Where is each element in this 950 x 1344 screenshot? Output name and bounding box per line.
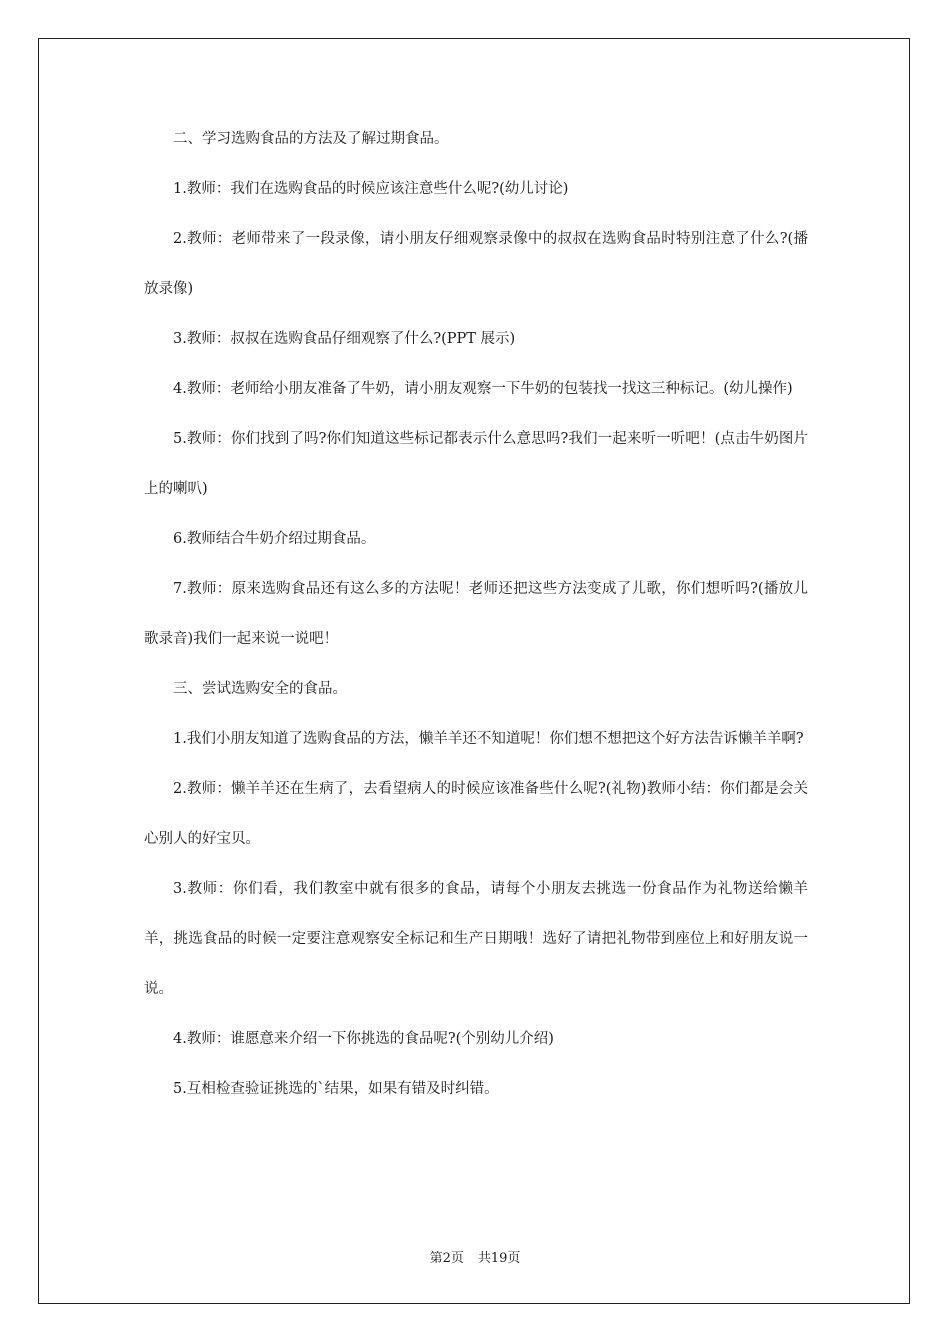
paragraph: 6.教师结合牛奶介绍过期食品。 xyxy=(173,531,376,547)
paragraph: 4.教师：谁愿意来介绍一下你挑选的食品呢?(个别幼儿介绍) xyxy=(173,1031,554,1047)
paragraph: 3.教师：叔叔在选购食品仔细观察了什么?(PPT 展示) xyxy=(173,331,516,347)
paragraph-section-three-heading: 三、尝试选购安全的食品。 xyxy=(173,681,347,697)
page-total: 共19页 xyxy=(477,1251,521,1266)
page-footer xyxy=(0,1247,950,1266)
paragraph: 5.教师：你们找到了吗?你们知道这些标记都表示什么意思吗?我们一起来听一听吧！(点击牛奶图片上的喇叭) xyxy=(144,431,808,497)
paragraph: 5.互相检查验证挑选的`结果，如果有错及时纠错。 xyxy=(173,1081,499,1097)
paragraph: 1.教师：我们在选购食品的时候应该注意些什么呢?(幼儿讨论) xyxy=(173,181,569,197)
paragraph: 7.教师：原来选购食品还有这么多的方法呢！老师还把这些方法变成了儿歌，你们想听吗?(播放儿歌录音)我们一起来说一说吧！ xyxy=(144,581,808,647)
paragraph: 4.教师：老师给小朋友准备了牛奶，请小朋友观察一下牛奶的包装找一找这三种标记。(幼儿操作) xyxy=(173,381,793,397)
paragraph-section-two-heading: 二、学习选购食品的方法及了解过期食品。 xyxy=(173,131,449,147)
paragraph: 3.教师：你们看，我们教室中就有很多的食品，请每个小朋友去挑选一份食品作为礼物送给懒羊羊，挑选食品的时候一定要注意观察安全标记和生产日期哦！选好了请把礼物带到座位上和好朋友说一说。 xyxy=(144,881,808,997)
paragraph: 2.教师：老师带来了一段录像，请小朋友仔细观察录像中的叔叔在选购食品时特别注意了什么?(播放录像) xyxy=(144,231,808,297)
page-number: 第2页 xyxy=(429,1251,464,1266)
document-body xyxy=(144,114,808,1114)
paragraph: 2.教师：懒羊羊还在生病了，去看望病人的时候应该准备些什么呢?(礼物)教师小结：你们都是会关心别人的好宝贝。 xyxy=(144,781,808,847)
paragraph: 1.我们小朋友知道了选购食品的方法，懒羊羊还不知道呢！你们想不想把这个好方法告诉懒羊羊啊? xyxy=(173,731,804,747)
